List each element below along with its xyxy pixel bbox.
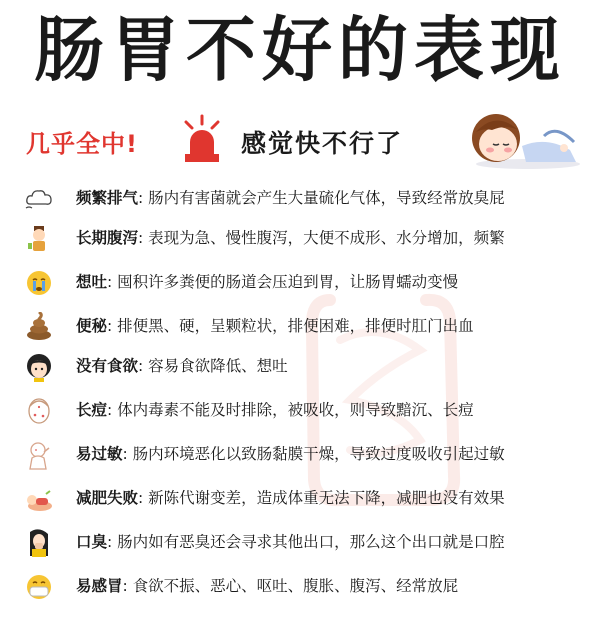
person-icon	[24, 224, 54, 254]
item-separator: :	[138, 229, 149, 247]
item-label: 长期腹泻	[76, 229, 139, 247]
list-item	[0, 522, 600, 562]
item-description: 容易食欲降低、想吐	[148, 357, 288, 375]
acne-face-icon	[24, 396, 54, 426]
covering-mouth-icon	[24, 528, 54, 558]
list-item	[0, 390, 600, 430]
item-description: 肠内环境恶化以致肠黏膜干燥，导致过度吸收引起过敏	[132, 445, 505, 463]
alarm-icon	[178, 114, 226, 166]
item-separator: :	[122, 445, 133, 463]
item-separator: :	[107, 317, 118, 335]
item-description: 体内毒素不能及时排除，被吸收，则导致黯沉、长痘	[117, 401, 474, 419]
item-label: 易感冒	[76, 577, 123, 595]
scratching-girl-icon	[24, 440, 54, 470]
item-separator: :	[138, 189, 149, 207]
subtitle-black-text: 感觉快不行了	[241, 129, 404, 158]
list-item	[0, 434, 600, 474]
item-label: 减肥失败	[76, 489, 139, 507]
item-separator: :	[138, 357, 149, 375]
crying-face-icon	[24, 268, 54, 298]
list-item	[0, 478, 600, 518]
item-label: 口臭	[76, 533, 108, 551]
girl-face-icon	[24, 352, 54, 382]
cloud-puff-icon	[24, 184, 54, 214]
item-label: 长痘	[76, 401, 108, 419]
list-item	[0, 262, 600, 302]
list-item	[0, 178, 600, 218]
item-separator: :	[107, 401, 118, 419]
item-separator: :	[138, 489, 149, 507]
item-separator: :	[107, 533, 118, 551]
list-item	[0, 346, 600, 386]
item-separator: :	[122, 577, 133, 595]
item-description: 肠内如有恶臭还会寻求其他出口，那么这个出口就是口腔	[117, 533, 505, 551]
mask-face-icon	[24, 572, 54, 602]
list-item	[0, 566, 600, 606]
item-description: 新陈代谢变差，造成体重无法下降，减肥也没有效果	[148, 489, 505, 507]
page-title: 肠胃不好的表现	[34, 9, 566, 91]
item-description: 表现为急、慢性腹泻，大便不成形、水分增加，频繁	[148, 229, 505, 247]
subtitle-row	[26, 112, 586, 174]
item-label: 便秘	[76, 317, 108, 335]
lying-figure-icon	[24, 484, 54, 514]
item-description: 肠内有害菌就会产生大量硫化气体，导致经常放臭屁	[148, 189, 505, 207]
subtitle-red-text: 几乎全中!	[26, 130, 138, 158]
item-separator: :	[107, 273, 118, 291]
item-description: 排便黑、硬，呈颗粒状，排便困难，排便时肛门出血	[117, 317, 474, 335]
item-label: 想吐	[76, 273, 108, 291]
item-description: 食欲不振、恶心、呕吐、腹胀、腹泻、经常放屁	[132, 577, 459, 595]
item-label: 没有食欲	[76, 357, 139, 375]
tired-girl-icon	[466, 106, 584, 170]
item-label: 频繁排气	[76, 189, 139, 207]
list-item	[0, 218, 600, 258]
item-label: 易过敏	[76, 445, 123, 463]
list-item	[0, 306, 600, 346]
poop-icon	[24, 312, 54, 342]
item-description: 囤积许多粪便的肠道会压迫到胃，让肠胃蠕动变慢	[117, 273, 459, 291]
